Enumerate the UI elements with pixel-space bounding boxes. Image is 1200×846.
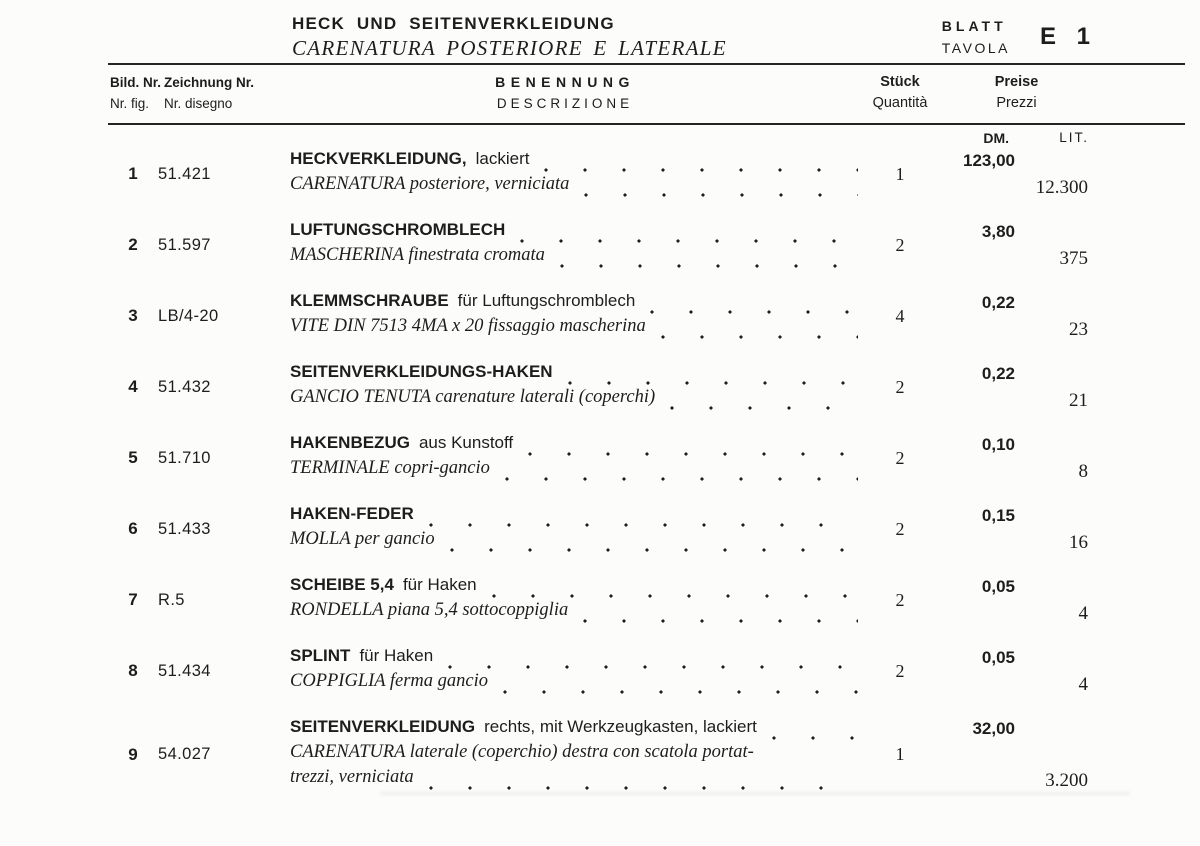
description-cell — [270, 504, 860, 554]
price-lit-value: 12.300 — [1035, 177, 1088, 198]
dot-leader — [583, 183, 858, 199]
price-dm-value: 0,10 — [981, 435, 1015, 454]
part-name-german: SPLINT — [290, 646, 351, 665]
dot-leader — [519, 229, 858, 245]
part-name-italian: CARENATURA posteriore, verniciata — [290, 174, 570, 194]
part-detail-german: aus Kunstoff — [418, 433, 514, 452]
sheet-label-german: BLATT — [941, 18, 1007, 34]
quantity-value: 1 — [895, 163, 905, 184]
drawing-number: 54.027 — [158, 745, 211, 763]
part-detail-german: rechts, mit Werkzeugkasten, lackiert — [484, 717, 757, 736]
price-lit-value: 21 — [1069, 390, 1088, 411]
price-lit-value: 375 — [1059, 248, 1088, 269]
column-header-description-german: BENENNUNG — [495, 74, 635, 90]
dot-leader — [543, 158, 858, 174]
sheet-label-italian: TAVOLA — [941, 40, 1010, 56]
price-lit-value: 8 — [1078, 461, 1088, 482]
dot-leader — [669, 396, 858, 412]
part-name-italian: VITE DIN 7513 4MA x 20 fissaggio mascherina — [290, 316, 646, 336]
description-italian-line — [290, 174, 860, 199]
column-header-description-italian: DESCRIZIONE — [496, 96, 634, 111]
price-dm-value: 0,05 — [981, 577, 1015, 596]
price-dm-value: 0,22 — [981, 293, 1015, 312]
description-german-line — [290, 362, 860, 387]
column-header-price — [940, 72, 1093, 114]
sheet-labels — [942, 15, 1010, 59]
description-italian-line — [290, 387, 860, 412]
part-name-german: LUFTUNGSCHROMBLECH — [290, 220, 506, 239]
part-name-italian: CARENATURA laterale (coperchio) destra con scatola portat- — [290, 742, 754, 762]
title-block — [292, 13, 727, 61]
drawing-number: 51.433 — [158, 519, 211, 538]
scan-artifact — [380, 792, 1130, 795]
dot-leader — [428, 776, 858, 792]
part-name-italian: MOLLA per gancio — [290, 529, 435, 549]
description-german-line — [290, 575, 860, 600]
page-title-german: HECK UND SEITENVERKLEIDUNG — [292, 14, 615, 33]
part-name-italian-continued: trezzi, verniciata — [290, 767, 414, 787]
price-dm-value: 3,80 — [981, 222, 1015, 241]
quantity-value: 1 — [895, 744, 905, 764]
description-cell — [270, 149, 860, 199]
description-italian-line — [290, 671, 860, 696]
description-german-line — [290, 646, 860, 671]
part-name-german: HAKENBEZUG — [290, 433, 410, 452]
column-header-quantity-german: Stück — [880, 74, 920, 90]
dot-leader — [447, 655, 858, 671]
column-header-drawing-german: Zeichnung Nr. — [164, 75, 255, 90]
column-header-price-german: Preise — [994, 74, 1039, 90]
dot-leader — [428, 513, 858, 529]
part-name-italian: GANCIO TENUTA carenature laterali (coperchi) — [290, 387, 656, 407]
column-header-fig — [108, 72, 162, 114]
column-header-drawing — [158, 72, 270, 114]
description-cell — [270, 717, 860, 792]
description-cell — [270, 575, 860, 625]
fig-number: 4 — [128, 377, 138, 396]
description-italian-line — [290, 742, 860, 767]
column-header-drawing-italian: Nr. disegno — [164, 96, 233, 111]
quantity-value: 2 — [895, 589, 905, 610]
currency-label-dm: DM. — [983, 130, 1009, 146]
description-italian-line — [290, 529, 860, 554]
fig-number: 2 — [128, 235, 138, 254]
description-italian-line-2 — [290, 767, 860, 792]
price-lit-value: 4 — [1078, 603, 1088, 624]
dot-leader — [582, 609, 858, 625]
description-italian-line — [290, 316, 860, 341]
quantity-value: 2 — [895, 447, 905, 468]
quantity-value: 4 — [895, 305, 905, 326]
part-name-german: SEITENVERKLEIDUNG — [290, 717, 476, 736]
part-detail-german: für Haken — [402, 575, 477, 594]
dot-leader — [649, 300, 858, 316]
table-rows — [0, 149, 1200, 792]
table-row — [108, 504, 1185, 554]
column-header-fig-german: Bild. Nr. — [110, 75, 162, 90]
part-name-german: HAKEN-FEDER — [290, 504, 414, 523]
price-dm-value: 32,00 — [972, 719, 1015, 738]
column-header-price-italian: Prezzi — [996, 95, 1037, 111]
part-name-german: SEITENVERKLEIDUNGS-HAKEN — [290, 362, 553, 381]
quantity-value: 2 — [895, 660, 905, 681]
dot-leader — [527, 442, 858, 458]
sheet-block — [942, 13, 1185, 59]
description-italian-line — [290, 600, 860, 625]
price-lit-value: 23 — [1069, 319, 1088, 340]
part-name-italian: MASCHERINA finestrata cromata — [290, 245, 545, 265]
sheet-number: E 1 — [1039, 23, 1097, 50]
description-cell — [270, 646, 860, 696]
price-lit-value: 16 — [1069, 532, 1088, 553]
fig-number: 3 — [128, 306, 138, 325]
description-german-line — [290, 220, 860, 245]
price-dm-value: 0,22 — [981, 364, 1015, 383]
fig-number: 8 — [128, 661, 138, 680]
dot-leader — [491, 584, 858, 600]
part-name-german: HECKVERKLEIDUNG, — [290, 149, 467, 168]
drawing-number: LB/4-20 — [158, 306, 219, 325]
price-dm-value: 0,15 — [981, 506, 1015, 525]
table-column-headers — [108, 63, 1185, 125]
drawing-number: 51.710 — [158, 448, 211, 467]
part-detail-german: für Haken — [359, 646, 434, 665]
table-row — [108, 433, 1185, 483]
price-dm-value: 123,00 — [963, 151, 1015, 170]
drawing-number: 51.421 — [158, 164, 211, 183]
dot-leader — [559, 254, 858, 270]
part-name-italian: COPPIGLIA ferma gancio — [290, 671, 488, 691]
table-row — [108, 220, 1185, 270]
table-row — [108, 291, 1185, 341]
description-german-line — [290, 717, 860, 742]
page-header — [0, 0, 1200, 63]
description-german-line — [290, 149, 860, 174]
page-title-italian: CARENATURA POSTERIORE E LATERALE — [292, 36, 727, 60]
description-cell — [270, 291, 860, 341]
table-row — [108, 646, 1185, 696]
dot-leader — [502, 680, 858, 696]
price-lit-value: 3.200 — [1045, 770, 1088, 791]
currency-label-row — [108, 130, 1185, 146]
currency-label-lit: LIT. — [1059, 130, 1089, 145]
quantity-value: 2 — [895, 376, 905, 397]
description-cell — [270, 220, 860, 270]
drawing-number: 51.432 — [158, 377, 211, 396]
description-german-line — [290, 433, 860, 458]
table-row — [108, 362, 1185, 412]
fig-number: 5 — [128, 448, 138, 467]
dot-leader — [660, 325, 858, 341]
price-lit-value: 4 — [1078, 674, 1088, 695]
part-name-italian: RONDELLA piana 5,4 sottocoppiglia — [290, 600, 569, 620]
description-german-line — [290, 291, 860, 316]
description-german-line — [290, 504, 860, 529]
drawing-number: R.5 — [158, 590, 185, 609]
fig-number: 9 — [128, 744, 138, 764]
column-header-description — [270, 72, 860, 114]
drawing-number: 51.434 — [158, 661, 211, 680]
column-header-quantity-italian: Quantità — [872, 95, 928, 111]
column-header-fig-italian: Nr. fig. — [110, 96, 150, 111]
dot-leader — [504, 467, 858, 483]
column-header-quantity — [860, 72, 940, 114]
table-row — [108, 575, 1185, 625]
part-detail-german: lackiert — [475, 149, 530, 168]
part-detail-german: für Luftungschromblech — [457, 291, 636, 310]
part-name-italian: TERMINALE copri-gancio — [290, 458, 490, 478]
dot-leader — [449, 538, 858, 554]
description-italian-line — [290, 245, 860, 270]
quantity-value: 2 — [895, 518, 905, 539]
description-cell — [270, 433, 860, 483]
part-name-german: SCHEIBE 5,4 — [290, 575, 394, 594]
table-row — [108, 149, 1185, 199]
table-row — [108, 717, 1185, 792]
drawing-number: 51.597 — [158, 235, 211, 254]
price-dm-value: 0,05 — [981, 648, 1015, 667]
fig-number: 6 — [128, 519, 138, 538]
fig-number: 1 — [128, 164, 138, 183]
dot-leader — [567, 371, 858, 387]
dot-leader — [771, 726, 858, 742]
fig-number: 7 — [128, 590, 138, 609]
description-italian-line — [290, 458, 860, 483]
part-name-german: KLEMMSCHRAUBE — [290, 291, 449, 310]
quantity-value: 2 — [895, 234, 905, 255]
description-cell — [270, 362, 860, 412]
